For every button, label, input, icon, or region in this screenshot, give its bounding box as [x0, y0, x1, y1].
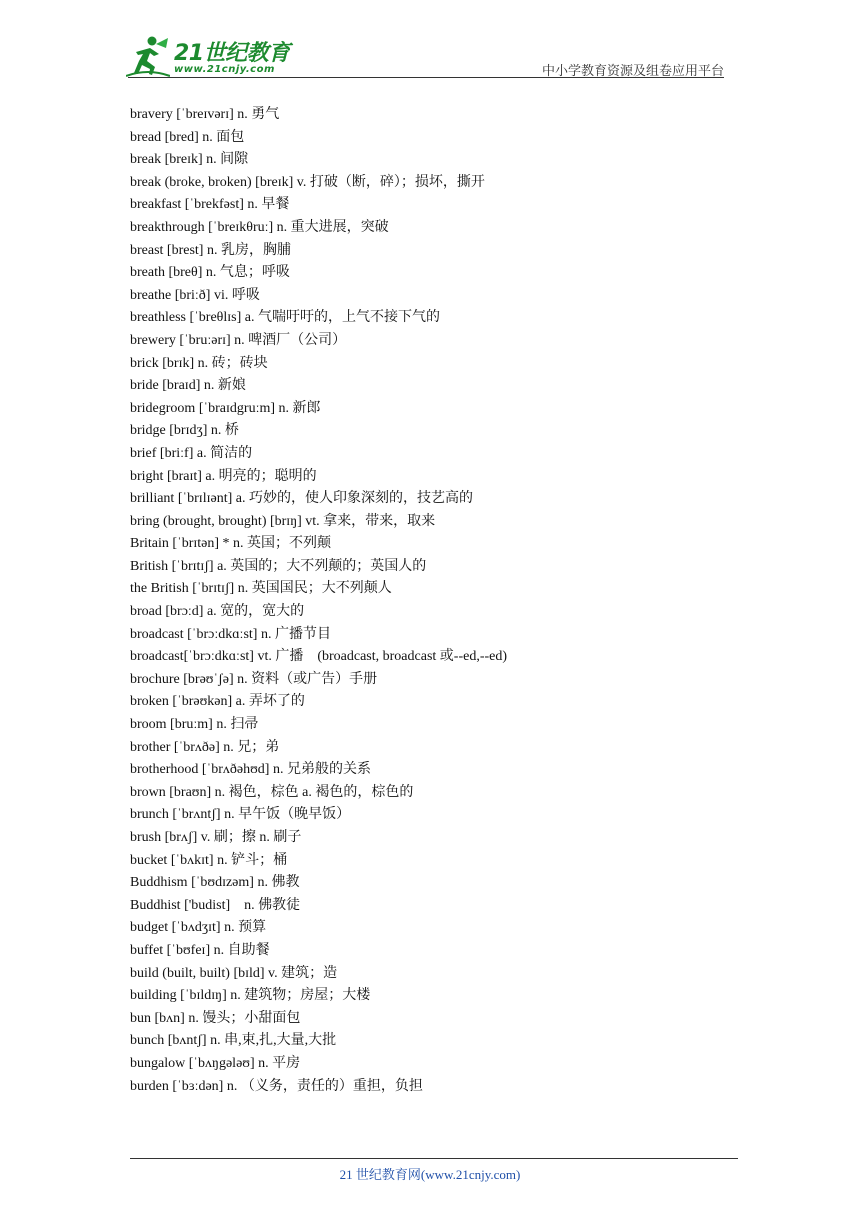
vocab-entry: broken [ˈbrəʊkən] a. 弄坏了的 [130, 694, 305, 710]
vocab-entry: build (built, built) [bɪld] v. 建筑；造 [130, 965, 338, 981]
vocab-entry: brother [ˈbrʌðə] n. 兄；弟 [130, 739, 280, 755]
vocab-entry: break (broke, broken) [breɪk] v. 打破（断，碎）；损坏，撕开 [130, 174, 485, 190]
vocab-entry: brown [braʊn] n. 褐色，棕色 a. 褐色的，棕色的 [130, 784, 414, 800]
vocab-entry: bring (brought, brought) [brɪŋ] vt. 拿来，带来，取来 [130, 513, 436, 529]
vocab-entry: break [breɪk] n. 间隙 [130, 152, 249, 168]
vocab-entry: brochure [brəʊˈʃə] n. 资料（或广告）手册 [130, 671, 378, 687]
vocab-entry: Britain [ˈbrɪtən] * n. 英国；不列颠 [130, 536, 332, 552]
vocab-entry: breathe [briːð] vi. 呼吸 [130, 287, 260, 303]
vocab-entry: broadcast [ˈbrɔːdkɑːst] n. 广播节目 [130, 626, 331, 642]
vocab-entry: breathless [ˈbreθlɪs] a. 气喘吁吁的，上气不接下气的 [130, 310, 440, 326]
vocab-entry: bungalow [ˈbʌŋgələʊ] n. 平房 [130, 1055, 301, 1071]
vocab-entry: bread [bred] n. 面包 [130, 129, 245, 145]
vocab-entry: brilliant [ˈbrɪlɪənt] a. 巧妙的，使人印象深刻的，技艺高的 [130, 491, 473, 507]
vocab-entry: breast [brest] n. 乳房，胸脯 [130, 242, 291, 258]
vocab-entry: bun [bʌn] n. 馒头；小甜面包 [130, 1010, 301, 1026]
vocab-entry: brush [brʌʃ] v. 刷；擦 n. 刷子 [130, 830, 302, 845]
vocab-entry: budget [ˈbʌdʒɪt] n. 预算 [130, 920, 267, 936]
header-platform-text: 中小学教育资源及组卷应用平台 [541, 64, 724, 79]
vocab-entry: brief [briːf] a. 简洁的 [130, 445, 253, 461]
vocab-entry: building [ˈbɪldɪŋ] n. 建筑物；房屋；大楼 [130, 988, 371, 1004]
vocab-entry: bucket [ˈbʌkɪt] n. 铲斗；桶 [130, 852, 288, 868]
vocab-entry: bride [braɪd] n. 新娘 [130, 378, 246, 394]
header-divider [128, 77, 724, 78]
vocab-entry: the British [ˈbrɪtɪʃ] n. 英国国民；大不列颠人 [130, 581, 392, 597]
logo-title: 21世纪教育 [174, 41, 290, 66]
vocab-entry: bridge [brɪdʒ] n. 桥 [130, 423, 239, 439]
vocab-entry: breakfast [ˈbrekfəst] n. 早餐 [130, 197, 290, 213]
vocab-entry: burden [ˈbɜːdən] n. （义务，责任的）重担，负担 [130, 1078, 423, 1094]
vocab-entry: buffet [ˈbʊfeɪ] n. 自助餐 [130, 942, 270, 958]
vocab-entry: breath [breθ] n. 气息；呼吸 [130, 265, 290, 281]
vocab-entry: brewery [ˈbruːərɪ] n. 啤酒厂（公司） [130, 332, 347, 348]
vocab-entry: bravery [ˈbreɪvərɪ] n. 勇气 [130, 107, 280, 122]
vocab-entry: Buddhist ['budist] n. 佛教徒 [130, 897, 301, 913]
vocab-entry: brick [brɪk] n. 砖；砖块 [130, 355, 268, 371]
vocab-entry: Buddhism [ˈbʊdɪzəm] n. 佛教 [130, 875, 300, 891]
vocab-entry: bridegroom [ˈbraɪdgruːm] n. 新郎 [130, 400, 321, 416]
vocab-entry: broadcast[ˈbrɔːdkɑːst] vt. 广播 (broadcast, broadcast 或--ed,--ed) [130, 649, 508, 665]
logo [124, 34, 294, 80]
vocab-entry: broom [bruːm] n. 扫帚 [130, 717, 259, 733]
footer-text[interactable]: 21 世纪教育网(www.21cnjy.com) [339, 1167, 521, 1182]
vocabulary-list [130, 104, 750, 1098]
vocab-entry: brunch [ˈbrʌntʃ] n. 早午饭（晚早饭） [130, 807, 351, 823]
vocab-entry: bunch [bʌntʃ] n. 串,束,扎,大量,大批 [130, 1033, 337, 1049]
page-header [0, 0, 860, 90]
running-figure-icon [126, 34, 170, 78]
vocab-entry: bright [braɪt] a. 明亮的；聪明的 [130, 468, 317, 484]
footer-divider [130, 1158, 738, 1159]
vocab-entry: British [ˈbrɪtɪʃ] a. 英国的；大不列颠的；英国人的 [130, 558, 427, 574]
logo-url: www.21cnjy.com [174, 64, 275, 75]
vocab-entry: breakthrough [ˈbreɪkθruː] n. 重大进展，突破 [130, 219, 389, 235]
vocab-entry: brotherhood [ˈbrʌðəhʊd] n. 兄弟般的关系 [130, 762, 371, 778]
vocab-entry: broad [brɔːd] a. 宽的，宽大的 [130, 604, 305, 620]
